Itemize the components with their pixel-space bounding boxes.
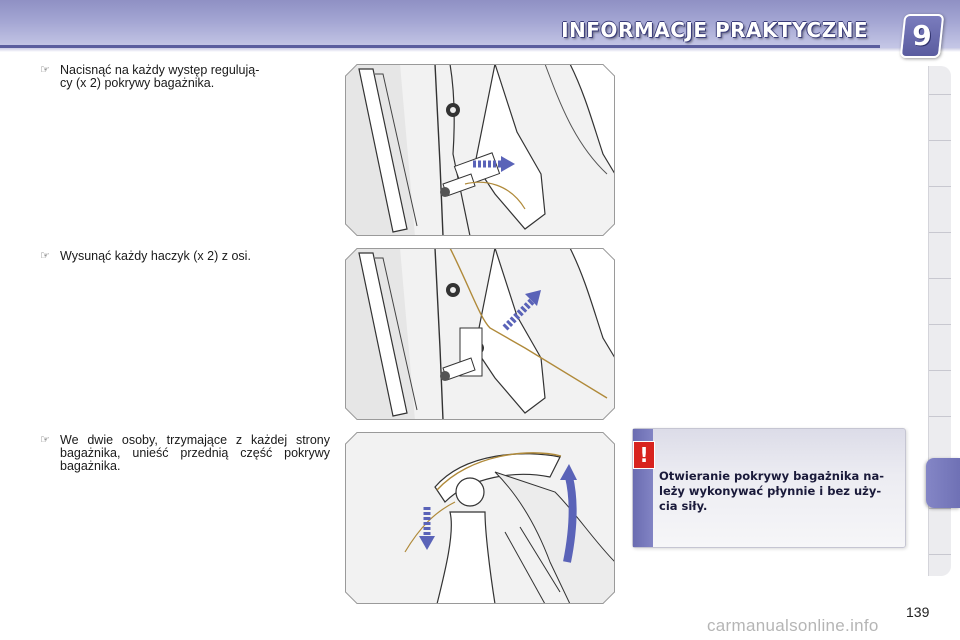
chapter-tab-active[interactable]	[926, 458, 960, 508]
tab-divider	[929, 140, 951, 141]
pointing-hand-icon: ☞	[40, 64, 50, 76]
page-number: 139	[906, 604, 930, 620]
step-1	[40, 63, 330, 90]
step-3	[40, 433, 330, 473]
tab-divider	[929, 278, 951, 279]
tab-divider	[929, 370, 951, 371]
step-1-text: Nacisnąć na każdy występ regulują- cy (x 2) pokrywy bagażnika.	[60, 63, 260, 90]
tab-divider	[929, 554, 951, 555]
tab-divider	[929, 232, 951, 233]
pointing-hand-icon: ☞	[40, 434, 50, 446]
warning-box	[632, 428, 906, 548]
step-2	[40, 249, 330, 263]
tab-divider	[929, 416, 951, 417]
warning-text: Otwieranie pokrywy bagażnika na- leży wykonywać płynnie i bez uży- cia siły.	[659, 469, 885, 513]
tab-divider	[929, 186, 951, 187]
tab-divider	[929, 324, 951, 325]
watermark: carmanualsonline.info	[707, 616, 879, 635]
exclamation-icon: !	[633, 441, 655, 469]
tab-divider	[929, 94, 951, 95]
step-2-text: Wysunąć każdy haczyk (x 2) z osi.	[60, 249, 251, 263]
header-shadow	[0, 48, 960, 52]
illustration-lift-lid	[345, 432, 615, 604]
illustration-hook-release	[345, 248, 615, 420]
pointing-hand-icon: ☞	[40, 250, 50, 262]
step-3-text: We dwie osoby, trzymające z każdej strony bagażnika, unieść przednią część pokrywy bagażnika.	[60, 433, 330, 473]
tab-divider	[929, 508, 951, 509]
illustration-adjusting-stop	[345, 64, 615, 236]
section-title: INFORMACJE PRAKTYCZNE	[561, 18, 868, 42]
chapter-badge	[900, 14, 945, 58]
chapter-number: 9	[912, 19, 932, 52]
